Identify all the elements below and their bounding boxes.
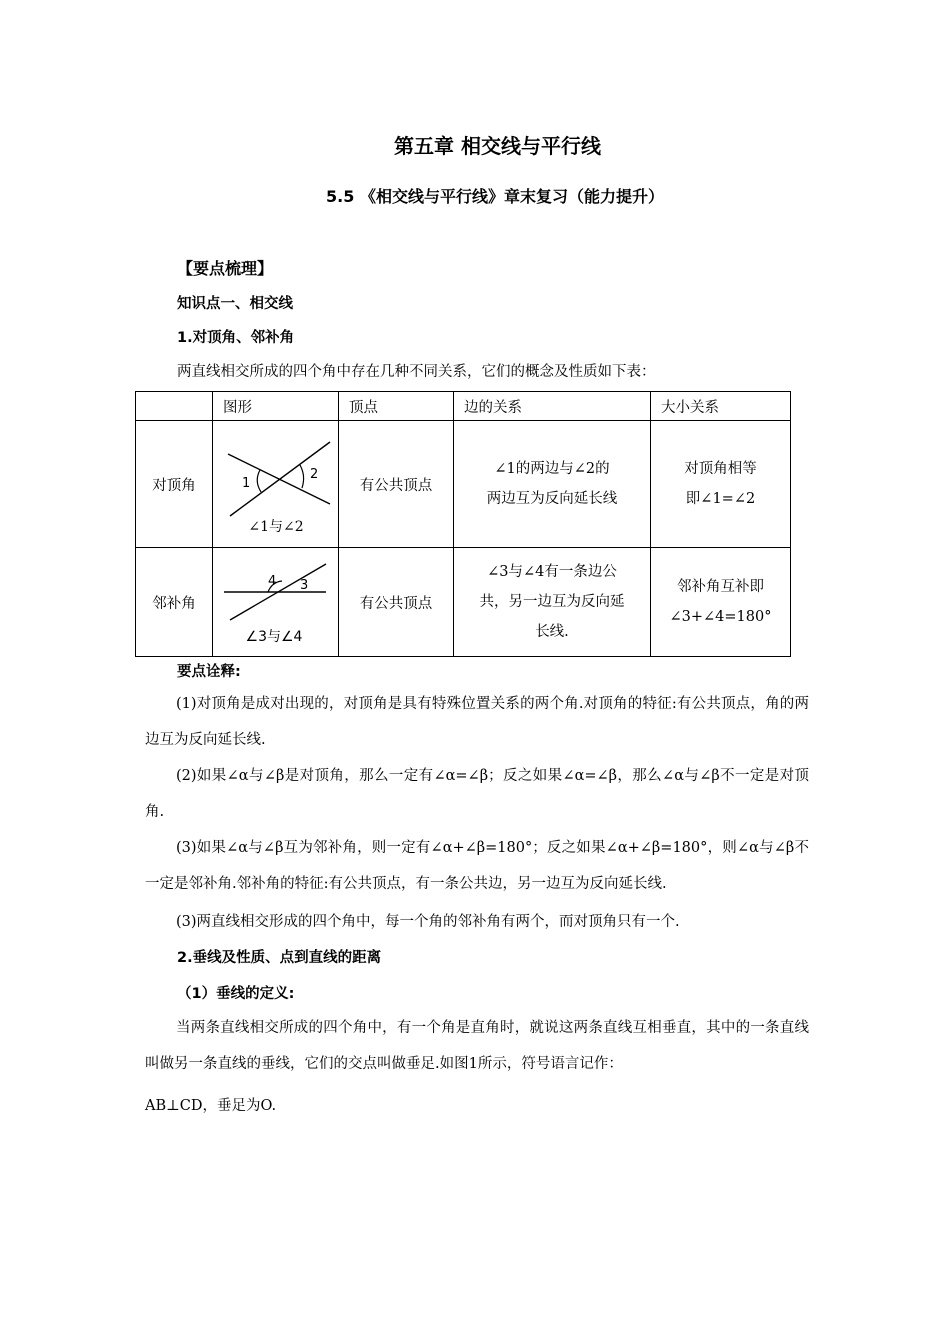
key-points-heading: 【要点梳理】 <box>177 259 274 278</box>
edges-cell <box>454 548 651 657</box>
definition-text: 当两条直线相交所成的四个角中，有一个角是直角时，就说这两条直线互相垂直，其中的一条直线叫做另一条直线的垂线，它们的交点叫做垂足.如图1所示，符号语言记作： <box>145 1020 809 1072</box>
definition-notation: AB⊥CD，垂足为O. <box>145 1098 277 1114</box>
edges-line-2: 两边互为反向延长线 <box>486 491 618 507</box>
size-cell <box>651 421 791 548</box>
knowledge-point-1: 知识点一、相交线 <box>177 296 293 312</box>
row-label: 对顶角 <box>136 421 213 548</box>
edges-line-2: 共，另一边互为反向延 <box>479 594 625 610</box>
figure-caption: ∠1与∠2 <box>247 519 304 535</box>
edges-line-1: ∠1的两边与∠2的 <box>494 461 610 477</box>
size-line-2: 即∠1=∠2 <box>685 491 756 507</box>
topic-perpendicular: 2.垂线及性质、点到直线的距离 <box>177 950 382 966</box>
note-4: (3)两直线相交形成的四个角中，每一个角的邻补角有两个，而对顶角只有一个. <box>176 914 680 930</box>
table-header-row <box>136 392 791 421</box>
figure-cell <box>213 421 339 548</box>
angle-1-arc <box>257 470 261 492</box>
figure-cell <box>213 548 339 657</box>
size-line-1: 邻补角互补即 <box>677 579 764 595</box>
topic-vertical-adjacent-angles: 1.对顶角、邻补角 <box>177 330 295 346</box>
note-3: (3)如果∠α与∠β互为邻补角，则一定有∠α+∠β=180°；反之如果∠α+∠β=180°，则∠α与∠β不一定是邻补角.邻补角的特征:有公共顶点，有一条公共边，另一边互为反向延长线. <box>145 840 809 892</box>
header-cell-vertex: 顶点 <box>339 392 454 421</box>
table-row-adjacent-angles <box>136 548 791 657</box>
header-cell-size: 大小关系 <box>651 392 791 421</box>
notes-title: 要点诠释: <box>177 664 241 680</box>
vertex-cell: 有公共顶点 <box>339 421 454 548</box>
figure-caption: ∠3与∠4 <box>245 629 302 645</box>
header-cell-empty <box>136 392 213 421</box>
edges-cell <box>454 421 651 548</box>
note-1: (1)对顶角是成对出现的，对顶角是具有特殊位置关系的两个角.对顶角的特征:有公共顶点，角的两边互为反向延长线. <box>145 696 809 748</box>
intro-text: 两直线相交所成的四个角中存在几种不同关系，它们的概念及性质如下表： <box>177 364 656 380</box>
angle-2-label: 2 <box>309 467 318 482</box>
table-row-vertical-angles <box>136 421 791 548</box>
header-cell-edges: 边的关系 <box>454 392 651 421</box>
adjacent-angles-figure <box>216 554 336 650</box>
chapter-title: 第五章 相交线与平行线 <box>394 134 601 158</box>
angle-relations-table <box>135 391 791 657</box>
angle-4-label: 4 <box>267 574 276 589</box>
size-cell <box>651 548 791 657</box>
edges-line-1: ∠3与∠4有一条边公 <box>487 564 617 580</box>
angle-3-label: 3 <box>299 578 308 593</box>
section-subtitle: 5.5 《相交线与平行线》章末复习（能力提升） <box>326 187 664 206</box>
angle-1-label: 1 <box>241 476 250 491</box>
row-label: 邻补角 <box>136 548 213 657</box>
vertex-cell: 有公共顶点 <box>339 548 454 657</box>
perpendicular-definition-heading: （1）垂线的定义: <box>177 986 295 1002</box>
size-line-1: 对顶角相等 <box>684 461 757 477</box>
size-line-2: ∠3+∠4=180° <box>669 609 772 625</box>
angle-2-arc <box>300 465 304 488</box>
edges-line-3: 长线. <box>535 624 569 640</box>
header-cell-figure: 图形 <box>213 392 339 421</box>
note-2: (2)如果∠α与∠β是对顶角，那么一定有∠α=∠β；反之如果∠α=∠β，那么∠α与∠β不一定是对顶角. <box>145 768 809 820</box>
vertical-angles-figure <box>216 432 336 536</box>
